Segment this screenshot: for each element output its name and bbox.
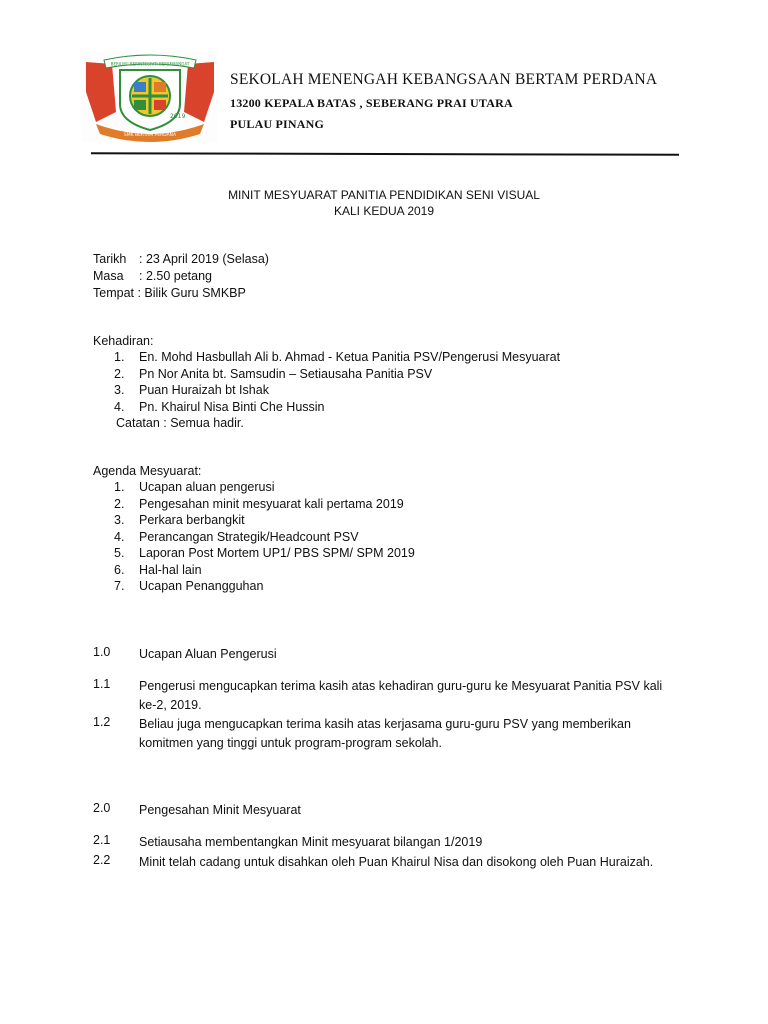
section-2-number: 2.0: [93, 801, 111, 815]
list-item-text: Pengesahan minit mesyuarat kali pertama 2019: [139, 496, 404, 511]
logo-motto: SMK BERTAM PERDANA: [123, 133, 177, 138]
logo-year: 2019: [170, 113, 186, 120]
logo-top-text: BERILMU BERINTEGRITI BERSEMANGAT: [110, 61, 190, 67]
list-item: [114, 513, 415, 530]
list-item-num: 1.: [114, 350, 125, 364]
agenda-list: [114, 480, 415, 596]
list-item: [114, 579, 415, 596]
list-item-text: Ucapan Penangguhan: [139, 579, 264, 593]
section-1-number: 1.0: [93, 645, 111, 659]
list-item-text: Hal-hal lain: [139, 562, 202, 577]
item-1-2-number: 1.2: [93, 715, 111, 729]
list-item-text: Puan Huraizah bt Ishak: [139, 383, 269, 397]
list-item-num: 1.: [114, 480, 125, 494]
section-2-title: Pengesahan Minit Mesyuarat: [139, 803, 301, 817]
list-item: [114, 383, 560, 400]
meta-tarikh: [93, 252, 269, 266]
item-2-1-text: Setiausaha membentangkan Minit mesyuarat bilangan 1/2019: [139, 835, 483, 849]
list-item-num: 7.: [114, 579, 125, 593]
tarikh-value: : 23 April 2019 (Selasa): [139, 252, 269, 266]
list-item-num: 2.: [114, 366, 125, 381]
list-item: [114, 400, 560, 417]
letterhead-divider: [91, 152, 679, 156]
document-subtitle: KALI KEDUA 2019: [333, 204, 435, 218]
item-1-2-text: Beliau juga mengucapkan terima kasih atas kerjasama guru-guru PSV yang memberikan komitmen yang tinggi untuk program-program sekolah.: [139, 717, 631, 750]
list-item: [114, 530, 415, 547]
list-item-num: 6.: [114, 562, 125, 577]
section-1-title: Ucapan Aluan Pengerusi: [139, 647, 277, 661]
list-item-num: 5.: [114, 546, 125, 560]
agenda-heading: Agenda Mesyuarat:: [93, 464, 202, 478]
school-address-line2: PULAU PINANG: [230, 117, 325, 131]
list-item: [114, 563, 415, 580]
school-name: SEKOLAH MENENGAH KEBANGSAAN BERTAM PERDANA: [230, 71, 658, 88]
list-item: [114, 480, 415, 497]
item-2-2-text: Minit telah cadang untuk disahkan oleh Puan Khairul Nisa dan disokong oleh Puan Huraizah.: [139, 855, 654, 869]
list-item-num: 4.: [114, 399, 125, 414]
masa-value: : 2.50 petang: [139, 269, 212, 283]
kehadiran-heading: Kehadiran:: [93, 334, 154, 348]
list-item: [114, 546, 415, 563]
list-item-text: Pn Nor Anita bt. Samsudin – Setiausaha Panitia PSV: [139, 366, 433, 381]
list-item-num: 2.: [114, 496, 125, 511]
document-title: MINIT MESYUARAT PANITIA PENDIDIKAN SENI VISUAL: [228, 188, 540, 202]
list-item-text: Laporan Post Mortem UP1/ PBS SPM/ SPM 2019: [139, 546, 415, 560]
list-item-text: Pn. Khairul Nisa Binti Che Hussin: [139, 399, 325, 414]
list-item-text: Perancangan Strategik/Headcount PSV: [139, 529, 359, 544]
school-logo: [82, 52, 218, 142]
list-item-num: 3.: [114, 383, 125, 397]
tarikh-label: Tarikh: [93, 252, 127, 266]
list-item: [114, 367, 560, 384]
meta-tempat: Tempat : Bilik Guru SMKBP: [93, 286, 246, 300]
kehadiran-list: [114, 350, 560, 416]
item-1-1-number: 1.1: [93, 677, 111, 691]
list-item-num: 3.: [114, 513, 125, 527]
list-item-text: Ucapan aluan pengerusi: [139, 480, 275, 494]
list-item: [114, 497, 415, 514]
list-item-num: 4.: [114, 529, 125, 544]
item-1-1-text: Pengerusi mengucapkan terima kasih atas kehadiran guru-guru ke Mesyuarat Panitia PSV kali ke-2, 2019.: [139, 679, 663, 712]
list-item: [114, 350, 560, 367]
masa-label: Masa: [93, 269, 124, 283]
list-item-text: En. Mohd Hasbullah Ali b. Ahmad - Ketua Panitia PSV/Pengerusi Mesyuarat: [139, 350, 561, 364]
meta-masa: [93, 269, 212, 283]
item-2-1-number: 2.1: [93, 833, 111, 847]
list-item-text: Perkara berbangkit: [139, 513, 245, 527]
school-address-line1: 13200 KEPALA BATAS , SEBERANG PRAI UTARA: [230, 96, 513, 110]
item-2-2-number: 2.2: [93, 853, 111, 867]
catatan: Catatan : Semua hadir.: [116, 416, 244, 430]
